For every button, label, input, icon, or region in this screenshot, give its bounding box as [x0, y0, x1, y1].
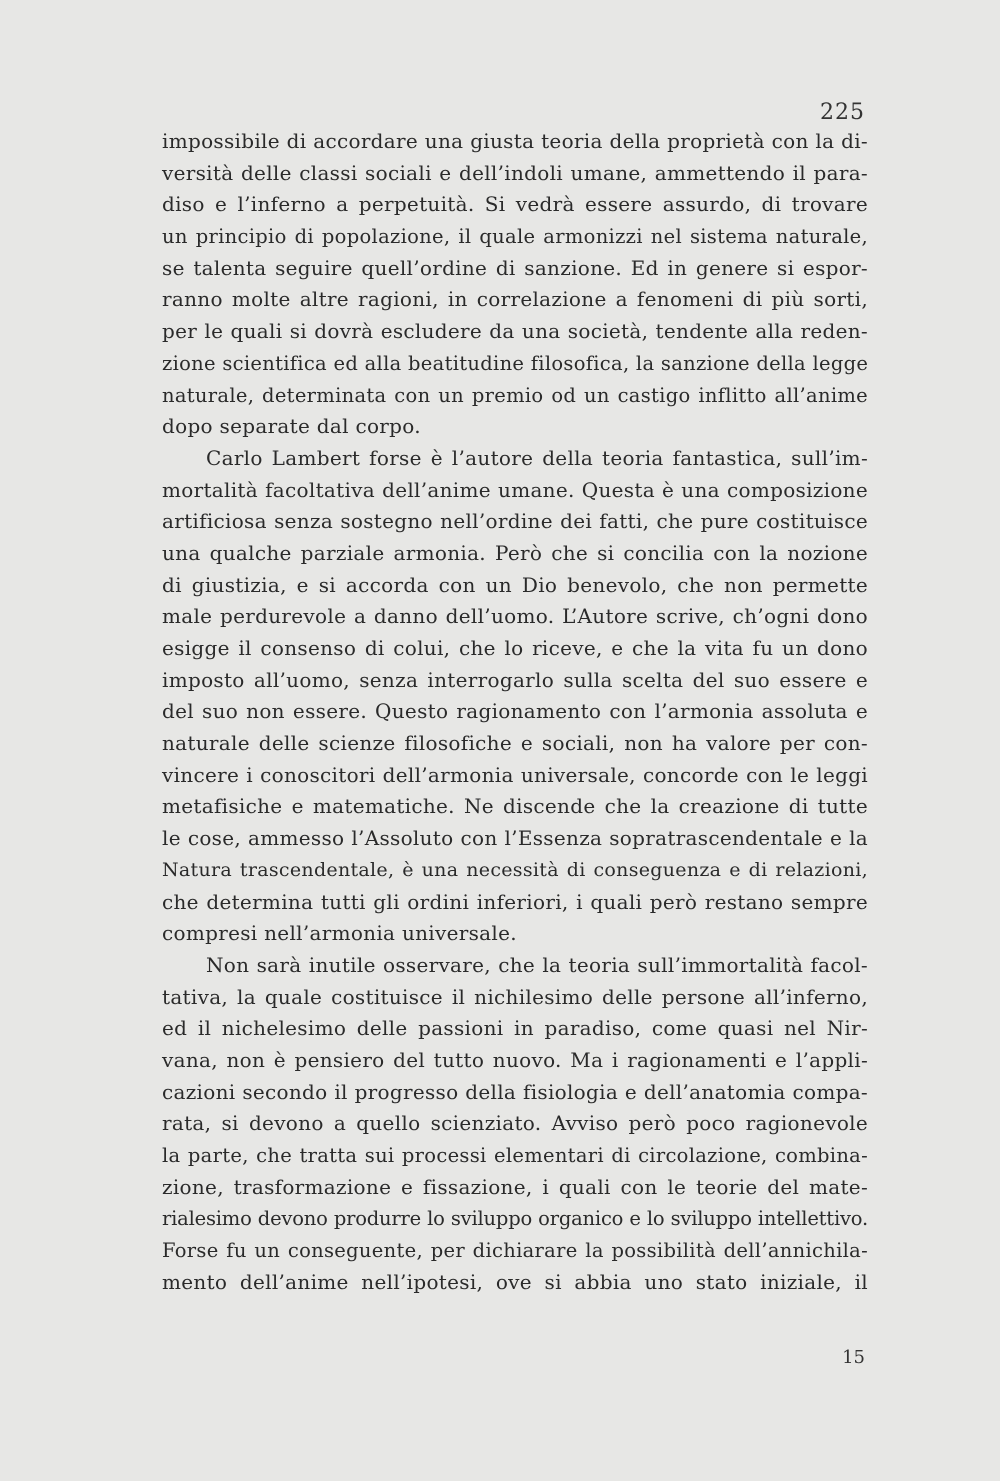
text-line: un principio di popolazione, il quale armonizzi nel sistema naturale,	[162, 225, 868, 249]
text-line: Natura trascendentale, è una necessità di conseguenza e di relazioni,	[162, 858, 868, 881]
text-line: Forse fu un conseguente, per dichiarare la possibilità dell’annichila-	[162, 1239, 868, 1263]
text-line: vincere i conoscitori dell’armonia universale, concorde con le leggi	[162, 762, 868, 787]
body-text	[162, 126, 868, 1298]
text-line: la parte, che tratta sui processi elementari di circolazione, combina-	[162, 1144, 868, 1167]
text-line: tativa, la quale costituisce il nichilesimo delle persone all’inferno,	[162, 984, 868, 1009]
text-line: esigge il consenso di colui, che lo riceve, e che la vita fu un dono	[162, 636, 868, 660]
text-line: una qualche parziale armonia. Però che si concilia con la nozione	[162, 540, 868, 565]
text-line: versità delle classi sociali e dell’indoli umane, ammettendo il para-	[162, 160, 868, 185]
text-line: che determina tutti gli ordini inferiori, i quali però restano sempre	[162, 889, 868, 914]
text-line: naturale, determinata con un premio od un castigo inflitto all’anime	[162, 383, 868, 407]
text-line: male perdurevole a danno dell’uomo. L’Autore scrive, ch’ogni dono	[162, 604, 868, 629]
text-line: diso e l’inferno a perpetuità. Si vedrà essere assurdo, di trovare	[162, 192, 868, 217]
text-line: dopo separate dal corpo.	[162, 414, 421, 439]
text-line: di giustizia, e si accorda con un Dio benevolo, che non permette	[162, 572, 868, 597]
text-line: vana, non è pensiero del tutto nuovo. Ma i ragionamenti e l’appli-	[162, 1047, 868, 1072]
text-line: se talenta seguire quell’ordine di sanzione. Ed in genere si espor-	[162, 255, 868, 280]
signature-mark: 15	[842, 1347, 865, 1368]
text-line: mento dell’anime nell’ipotesi, ove si abbia uno stato iniziale, il	[162, 1269, 868, 1294]
page-number: 225	[820, 100, 865, 125]
paragraph	[162, 950, 868, 1299]
text-line: zione scientifica ed alla beatitudine filosofica, la sanzione della legge	[162, 351, 869, 375]
text-line: mortalità facoltativa dell’anime umane. Questa è una composizione	[162, 477, 868, 502]
text-line: Non sarà inutile osservare, che la teoria sull’immortalità facol-	[206, 952, 868, 977]
text-line: rata, si devono a quello scienziato. Avviso però poco ragionevole	[162, 1111, 868, 1136]
text-line: rialesimo devono produrre lo sviluppo organico e lo sviluppo intellettivo.	[162, 1207, 868, 1231]
text-line: metafisiche e matematiche. Ne discende che la creazione di tutte	[162, 794, 868, 819]
text-line: le cose, ammesso l’Assoluto con l’Essenza sopratrascendentale e la	[162, 826, 868, 851]
text-line: cazioni secondo il progresso della fisiologia e dell’anatomia compa-	[162, 1079, 868, 1104]
text-line: naturale delle scienze filosofiche e sociali, non ha valore per con-	[162, 731, 868, 756]
text-line: artificiosa senza sostegno nell’ordine dei fatti, che pure costituisce	[162, 509, 868, 534]
text-line: del suo non essere. Questo ragionamento con l’armonia assoluta e	[162, 699, 868, 724]
text-line: zione, trasformazione e fissazione, i quali con le teorie del mate-	[162, 1174, 868, 1199]
text-line: per le quali si dovrà escludere da una società, tendente alla reden-	[162, 319, 868, 344]
paragraph	[162, 126, 868, 443]
paragraph	[162, 443, 868, 950]
text-line: ranno molte altre ragioni, in correlazione a fenomeni di più sorti,	[162, 287, 868, 312]
text-line: imposto all’uomo, senza interrogarlo sulla scelta del suo essere e	[162, 667, 868, 692]
text-line: Carlo Lambert forse è l’autore della teoria fantastica, sull’im-	[206, 445, 868, 470]
text-line: ed il nichelesimo delle passioni in paradiso, come quasi nel Nir-	[162, 1016, 868, 1041]
text-line: impossibile di accordare una giusta teoria della proprietà con la di-	[162, 129, 868, 153]
text-line: compresi nell’armonia universale.	[162, 921, 517, 946]
